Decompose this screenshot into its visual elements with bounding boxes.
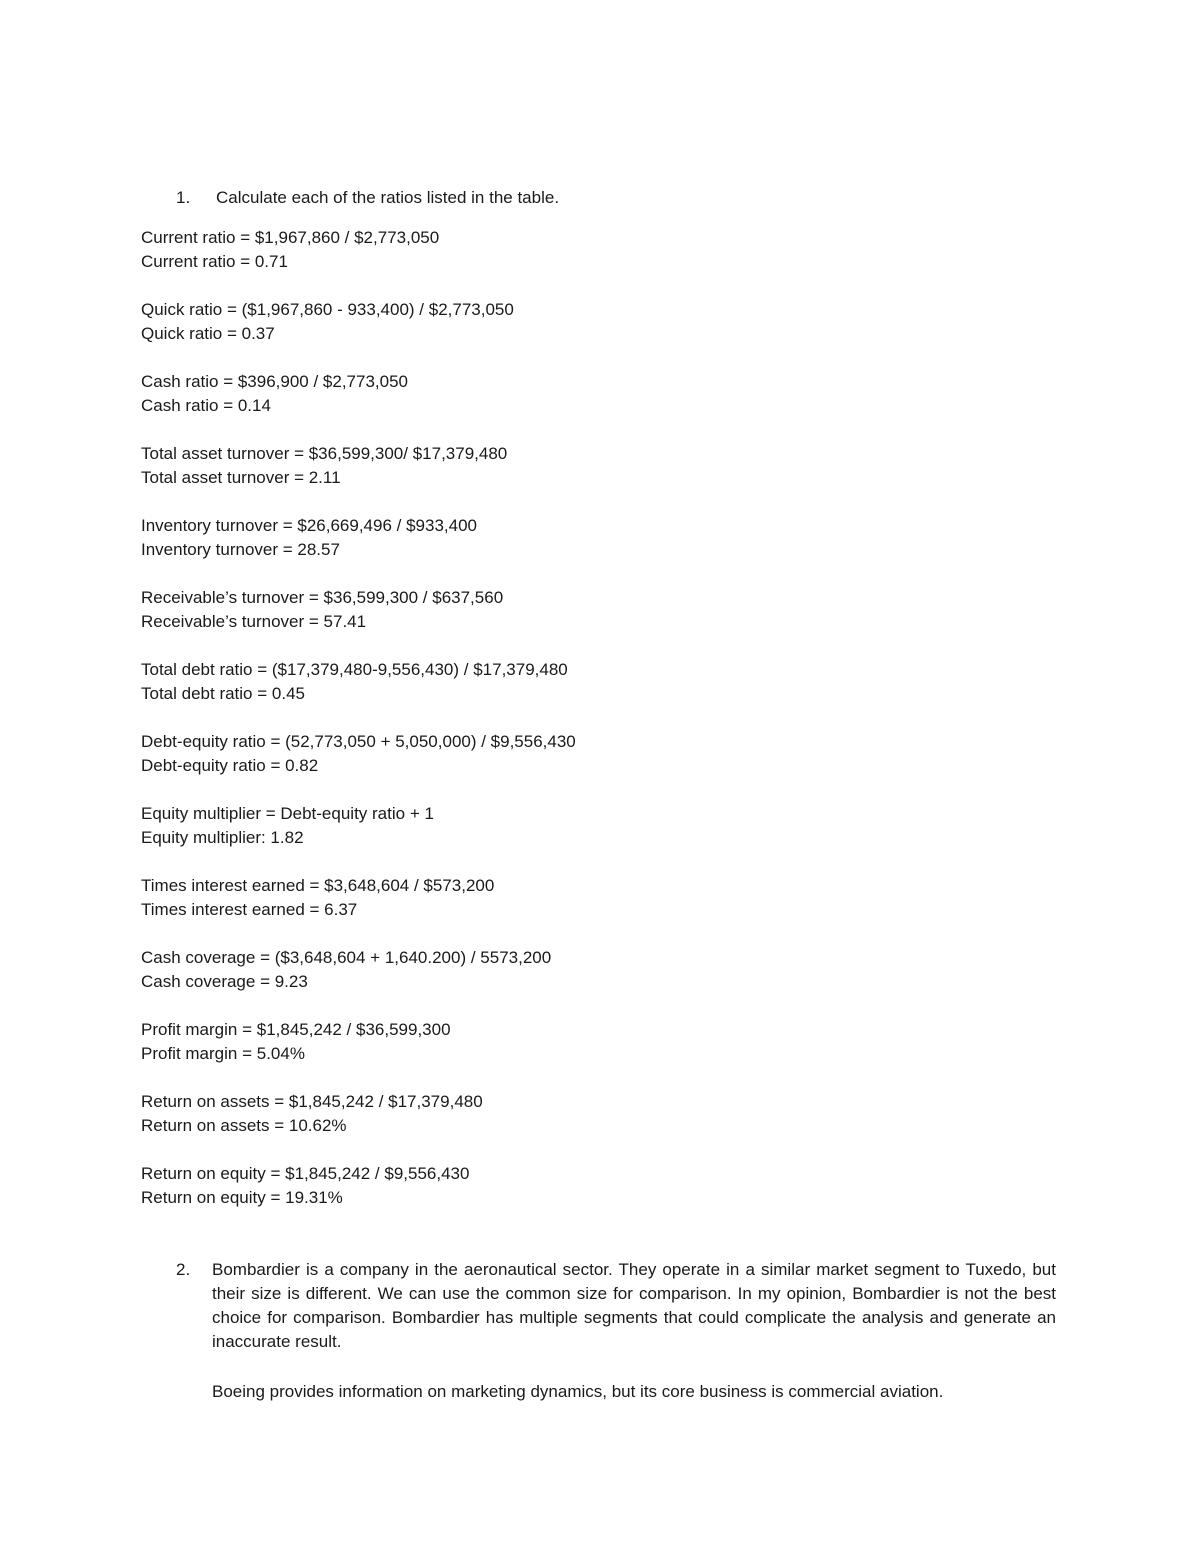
ratio-formula: Profit margin = $1,845,242 / $36,599,300	[141, 1020, 451, 1039]
ratio-result: Profit margin = 5.04%	[141, 1044, 305, 1063]
question-2	[176, 1258, 1056, 1404]
ratio-result: Return on equity = 19.31%	[141, 1188, 343, 1207]
ratio-item-current-ratio	[141, 226, 841, 274]
ratio-result: Quick ratio = 0.37	[141, 324, 275, 343]
ratio-item-receivables-turnover	[141, 586, 841, 634]
ratio-item-profit-margin	[141, 1018, 841, 1066]
ratio-formula: Quick ratio = ($1,967,860 - 933,400) / $2,773,050	[141, 300, 514, 319]
ratio-list	[141, 226, 841, 1234]
question-2-paragraph-2: Boeing provides information on marketing dynamics, but its core business is commercial aviation.	[212, 1382, 944, 1401]
ratio-item-inventory-turnover	[141, 514, 841, 562]
ratio-formula: Return on equity = $1,845,242 / $9,556,430	[141, 1164, 470, 1183]
ratio-formula: Cash ratio = $396,900 / $2,773,050	[141, 372, 409, 391]
ratio-result: Current ratio = 0.71	[141, 252, 288, 271]
ratio-formula: Return on assets = $1,845,242 / $17,379,480	[141, 1092, 483, 1111]
ratio-item-return-on-assets	[141, 1090, 841, 1138]
ratio-item-times-interest-earned	[141, 874, 841, 922]
ratio-formula: Current ratio = $1,967,860 / $2,773,050	[141, 228, 440, 247]
ratio-item-total-asset-turnover	[141, 442, 841, 490]
question-1-text: Calculate each of the ratios listed in the table.	[216, 188, 560, 207]
ratio-result: Times interest earned = 6.37	[141, 900, 358, 919]
ratio-result: Cash ratio = 0.14	[141, 396, 271, 415]
ratio-result: Return on assets = 10.62%	[141, 1116, 347, 1135]
ratio-formula: Receivable’s turnover = $36,599,300 / $637,560	[141, 588, 504, 607]
question-1	[176, 186, 559, 210]
ratio-result: Total asset turnover = 2.11	[141, 468, 341, 487]
ratio-formula: Total debt ratio = ($17,379,480-9,556,430) / $17,379,480	[141, 660, 568, 679]
ratio-result: Receivable’s turnover = 57.41	[141, 612, 367, 631]
question-2-paragraph-1: Bombardier is a company in the aeronautical sector. They operate in a similar market segment to Tuxedo, but their size is different. We can use the common size for comparison. In my opinion, Bombardier is not the best choice for comparison. Bombardier has multiple segments that could complicate the analysis and generate an inaccurate result.	[212, 1260, 1056, 1351]
ratio-result: Total debt ratio = 0.45	[141, 684, 305, 703]
ratio-formula: Cash coverage = ($3,648,604 + 1,640.200) / 5573,200	[141, 948, 552, 967]
ratio-item-cash-coverage	[141, 946, 841, 994]
ratio-formula: Debt-equity ratio = (52,773,050 + 5,050,000) / $9,556,430	[141, 732, 576, 751]
ratio-formula: Equity multiplier = Debt-equity ratio + 1	[141, 804, 434, 823]
ratio-formula: Times interest earned = $3,648,604 / $573,200	[141, 876, 495, 895]
ratio-result: Inventory turnover = 28.57	[141, 540, 340, 559]
ratio-result: Cash coverage = 9.23	[141, 972, 308, 991]
ratio-item-quick-ratio	[141, 298, 841, 346]
ratio-result: Equity multiplier: 1.82	[141, 828, 304, 847]
ratio-item-equity-multiplier	[141, 802, 841, 850]
ratio-formula: Total asset turnover = $36,599,300/ $17,379,480	[141, 444, 508, 463]
ratio-item-cash-ratio	[141, 370, 841, 418]
question-2-number: 2.	[176, 1260, 191, 1279]
ratio-result: Debt-equity ratio = 0.82	[141, 756, 319, 775]
ratio-item-return-on-equity	[141, 1162, 841, 1210]
ratio-formula: Inventory turnover = $26,669,496 / $933,400	[141, 516, 477, 535]
ratio-item-debt-equity-ratio	[141, 730, 841, 778]
question-1-number: 1.	[176, 188, 191, 207]
ratio-item-total-debt-ratio	[141, 658, 841, 706]
